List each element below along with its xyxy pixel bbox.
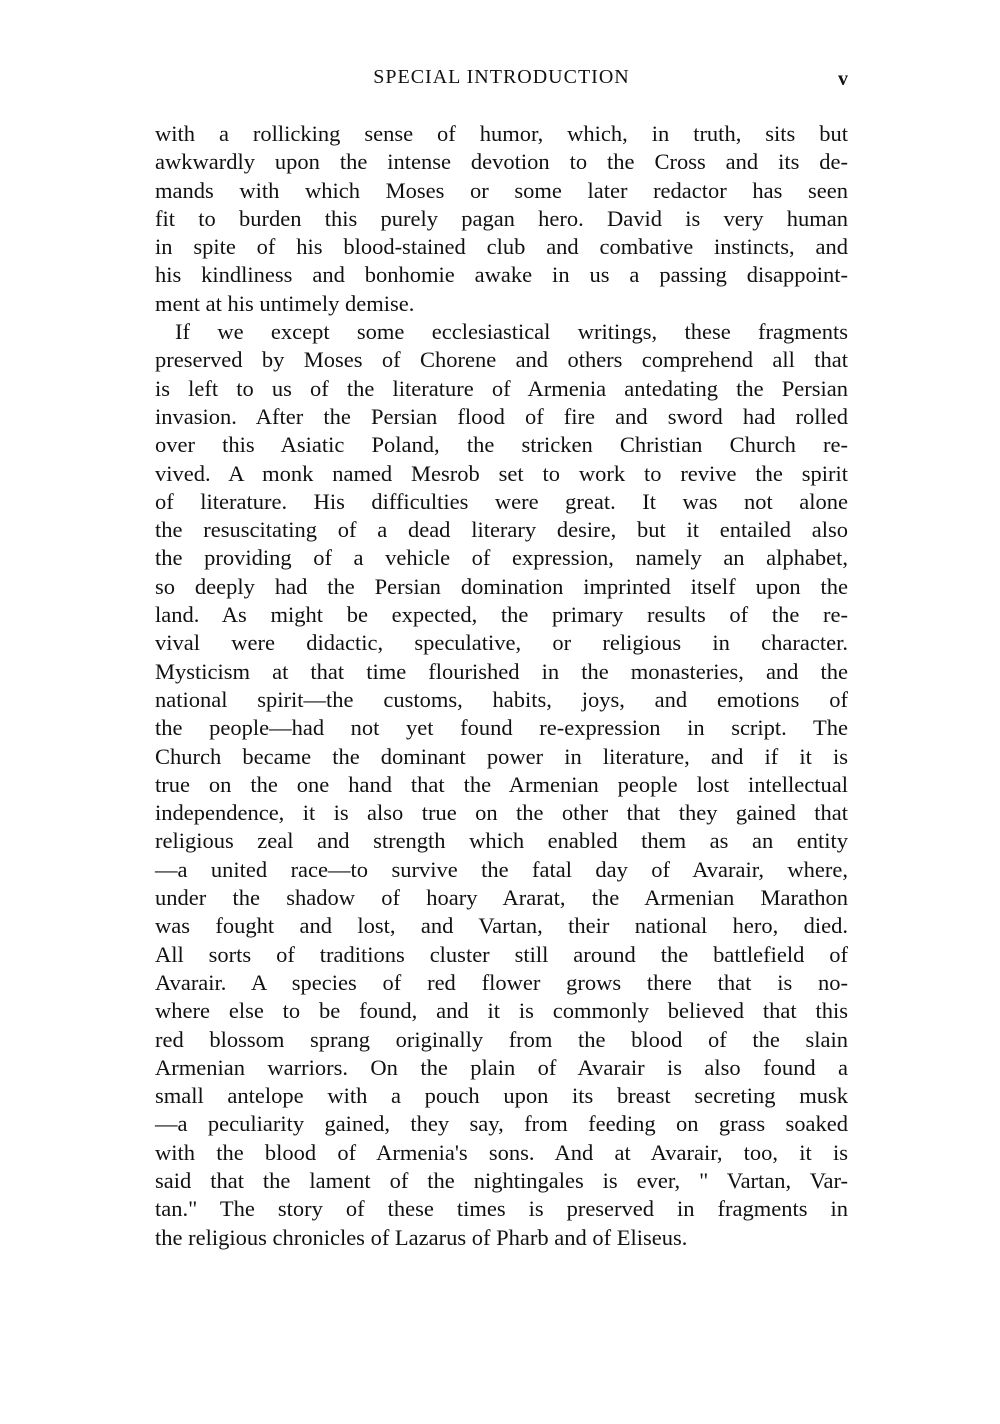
text-line: vival were didactic, speculative, or religious in character.: [155, 630, 848, 656]
text-line: true on the one hand that the Armenian people lost intellectual: [155, 771, 848, 797]
text-line: —a peculiarity gained, they say, from feeding on grass soaked: [155, 1111, 848, 1137]
text-line: the religious chronicles of Lazarus of Pharb and of Eliseus.: [155, 1224, 688, 1250]
text-line: Mysticism at that time flourished in the monasteries, and the: [155, 658, 848, 684]
page-number: v: [838, 68, 848, 90]
text-line: Church became the dominant power in literature, and if it is: [155, 743, 848, 769]
text-line: said that the lament of the nightingales is ever, " Vartan, Var-: [155, 1167, 848, 1193]
text-line: where else to be found, and it is commonly believed that this: [155, 998, 848, 1024]
paragraph: [155, 120, 848, 318]
text-line: of literature. His difficulties were great. It was not alone: [155, 488, 848, 514]
text-line: tan." The story of these times is preserved in fragments in: [155, 1196, 848, 1222]
text-line: All sorts of traditions cluster still around the battlefield of: [155, 941, 848, 967]
text-line: Armenian warriors. On the plain of Avarair is also found a: [155, 1054, 848, 1080]
text-line: mands with which Moses or some later redactor has seen: [155, 177, 848, 203]
text-line: vived. A monk named Mesrob set to work to revive the spirit: [155, 460, 848, 486]
text-line: —a united race—to survive the fatal day of Avarair, where,: [155, 856, 848, 882]
text-line: the providing of a vehicle of expression, namely an alphabet,: [155, 545, 848, 571]
text-line: under the shadow of hoary Ararat, the Armenian Marathon: [155, 885, 848, 911]
text-line: Avarair. A species of red flower grows there that is no-: [155, 969, 848, 995]
text-line: preserved by Moses of Chorene and others comprehend all that: [155, 347, 848, 373]
running-title: SPECIAL INTRODUCTION: [373, 66, 630, 88]
text-line: independence, it is also true on the other that they gained that: [155, 800, 848, 826]
text-line: was fought and lost, and Vartan, their national hero, died.: [155, 913, 848, 939]
body-text: [155, 120, 848, 1252]
text-line: over this Asiatic Poland, the stricken Christian Church re-: [155, 432, 848, 458]
text-line: national spirit—the customs, habits, joys, and emotions of: [155, 686, 848, 712]
text-line: fit to burden this purely pagan hero. David is very human: [155, 205, 848, 231]
text-line: is left to us of the literature of Armenia antedating the Persian: [155, 375, 848, 401]
text-line: with a rollicking sense of humor, which, in truth, sits but: [155, 121, 848, 146]
text-line: ment at his untimely demise.: [155, 290, 415, 316]
text-line: land. As might be expected, the primary results of the re-: [155, 602, 848, 628]
text-line: religious zeal and strength which enabled them as an entity: [155, 828, 848, 854]
text-line: awkwardly upon the intense devotion to the Cross and its de-: [155, 149, 848, 175]
text-line: the people—had not yet found re-expression in script. The: [155, 715, 848, 741]
text-line: red blossom sprang originally from the blood of the slain: [155, 1026, 848, 1052]
text-line: invasion. After the Persian flood of fire and sword had rolled: [155, 403, 848, 429]
text-line: with the blood of Armenia's sons. And at Avarair, too, it is: [155, 1139, 848, 1165]
page-header: [155, 66, 848, 96]
text-line: If we except some ecclesiastical writings, these fragments: [175, 319, 848, 345]
text-line: his kindliness and bonhomie awake in us a passing disappoint-: [155, 262, 848, 288]
text-line: the resuscitating of a dead literary desire, but it entailed also: [155, 517, 848, 543]
text-line: in spite of his blood-stained club and combative instincts, and: [155, 234, 848, 260]
text-line: small antelope with a pouch upon its breast secreting musk: [155, 1083, 848, 1109]
text-line: so deeply had the Persian domination imprinted itself upon the: [155, 573, 848, 599]
paragraph: [155, 318, 848, 1252]
